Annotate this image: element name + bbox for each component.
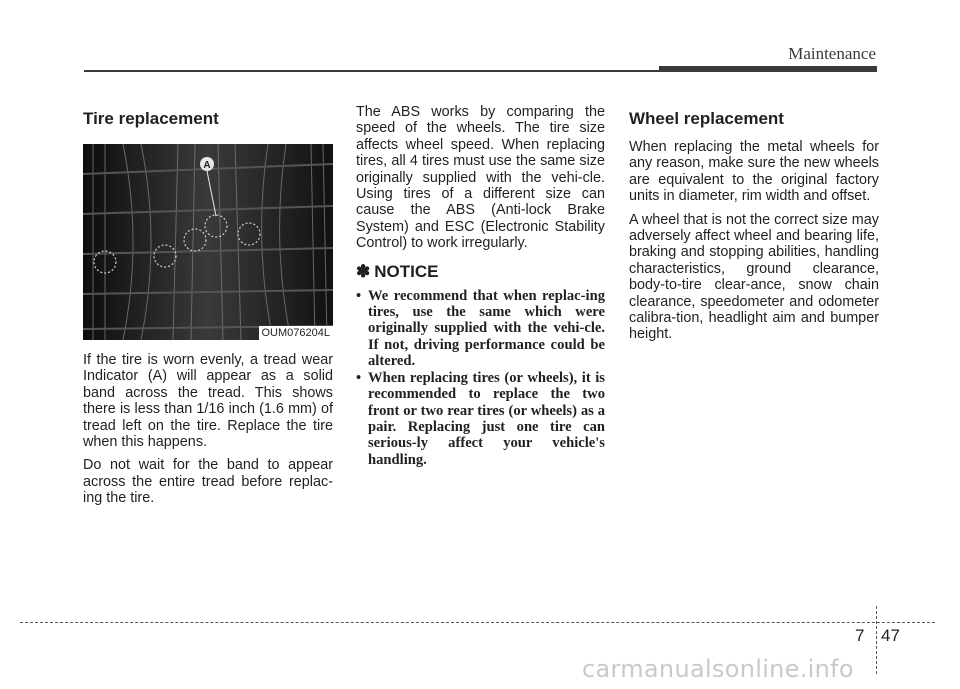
tread-indicator-label: A	[203, 160, 211, 171]
paragraph-metal-wheels: When replacing the metal wheels for any reason, make sure the new wheels are equivalent to the original factory units in diameter, rim width and offset.	[629, 139, 879, 205]
notice-item	[356, 370, 605, 468]
notice-label: NOTICE	[374, 261, 439, 281]
notice-asterisk-icon: ✽	[356, 261, 371, 281]
page-number: 47	[881, 626, 900, 645]
header-rule-accent	[659, 66, 877, 72]
header-title: Maintenance	[788, 44, 876, 63]
column-tire-replacement	[83, 104, 333, 514]
notice-item-text: When replacing tires (or wheels), it is recommended to replace the two front or two rear tires (or wheels) as a pair. Replacing just one tire can serious-ly affect your vehicle's handling.	[368, 369, 605, 468]
paragraph-abs: The ABS works by comparing the speed of the wheels. The tire size affects wheel speed. When replacing tires, all 4 tires must use the same size originally supplied with the vehi-cle. Using tires of a different size can cause the ABS (Anti-lock Brake System) and ESC (Electronic Stability Control) to work irregularly.	[356, 104, 605, 252]
notice-heading	[356, 262, 605, 282]
paragraph-tread-indicator: If the tire is worn evenly, a tread wear Indicator (A) will appear as a solid band across the tread. This shows there is less than 1/16 inch (1.6 mm) of tread left on the tire. Replace the tire when this happens.	[83, 352, 333, 451]
paragraph-do-not-wait: Do not wait for the band to appear across the entire tread before replac-ing the tire.	[83, 457, 333, 507]
column-abs-notice	[356, 104, 605, 468]
section-heading-tire-replacement: Tire replacement	[83, 109, 219, 128]
tire-tread-photo	[83, 144, 333, 340]
paragraph-wrong-size-wheel: A wheel that is not the correct size may adversely affect wheel and bearing life, braking and stopping abilities, handling characteristics, ground clearance, body-to-tire clear-ance, snow chain clearance, speedometer and odometer calibra-tion, headlight aim and bumper height.	[629, 211, 879, 343]
figure-code: OUM076204L	[259, 326, 334, 340]
bullet-icon: •	[356, 369, 362, 386]
notice-list	[356, 288, 605, 468]
chapter-number: 7	[855, 626, 865, 645]
section-heading-wheel-replacement: Wheel replacement	[629, 109, 784, 128]
column-wheel-replacement	[629, 104, 879, 350]
tire-tread-illustration	[83, 144, 333, 340]
footer-divider	[876, 606, 877, 674]
notice-item-text: We recommend that when replac-ing tires, use the same which were originally supplied with the vehi-cle. If not, driving performance could be altered.	[368, 287, 605, 370]
watermark: carmanualsonline.info	[582, 655, 854, 683]
header-rule	[84, 70, 659, 72]
notice-item	[356, 288, 605, 370]
footer-rule	[20, 622, 935, 623]
bullet-icon: •	[356, 287, 362, 304]
